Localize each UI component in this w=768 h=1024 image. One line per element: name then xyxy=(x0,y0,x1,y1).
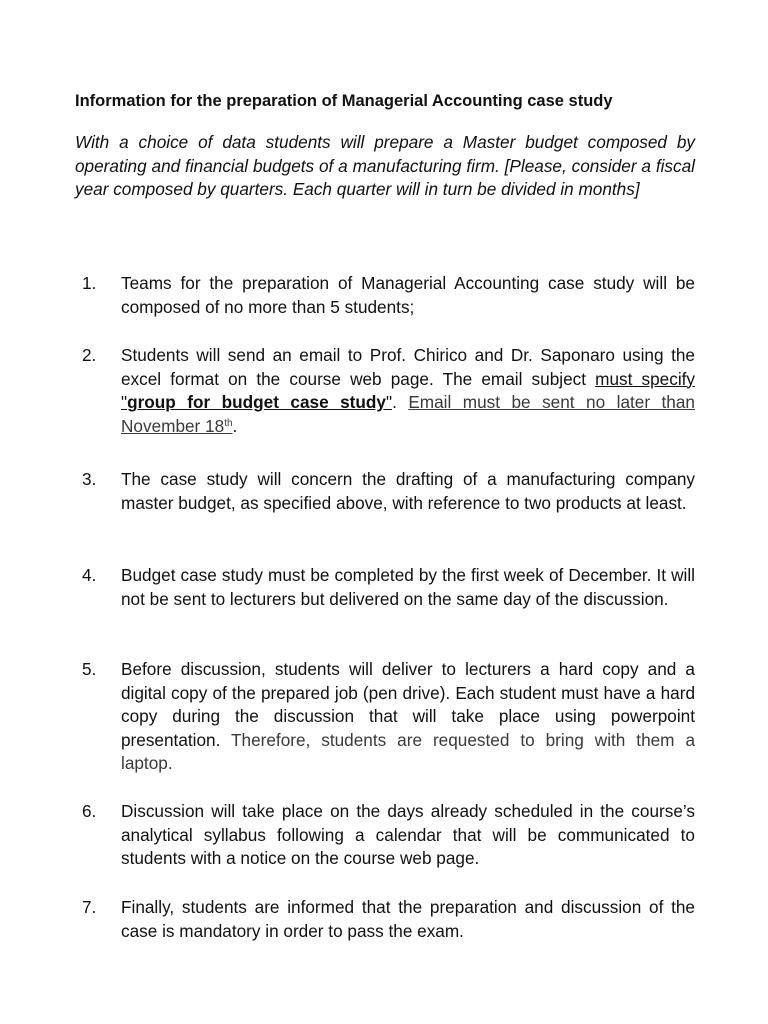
item-2-period: . xyxy=(392,392,409,413)
list-item-text xyxy=(121,344,695,438)
intro-paragraph: With a choice of data students will prepare a Master budget composed by operating and financial budgets of a manufacturing firm. [Please, consider a fiscal year composed by quarters. Each quarter will in turn be divided in months] xyxy=(75,132,695,199)
list-item-text: Finally, students are informed that the preparation and discussion of the case is mandatory in order to pass the exam. xyxy=(121,897,695,941)
list-item-text: Teams for the preparation of Managerial Accounting case study will be composed of no more than 5 students; xyxy=(121,273,695,317)
document-title: Information for the preparation of Managerial Accounting case study xyxy=(75,92,613,110)
item-5-text-b: Therefore, students are requested to bring with them a laptop. xyxy=(121,729,696,774)
item-2-text-a: Students will send an email to Prof. Chirico and Dr. Saponaro using the excel format on the course web page. The email subject xyxy=(121,345,695,389)
list-number: 7. xyxy=(82,897,97,917)
item-2-quote-close: " xyxy=(385,392,393,413)
list-number: 2. xyxy=(82,345,97,365)
list-number: 6. xyxy=(82,801,97,821)
list-item-text xyxy=(121,658,695,776)
list-item-text: The case study will concern the drafting of a manufacturing company master budget, as specified above, with reference to two products at least. xyxy=(121,469,695,513)
item-2-deadline-text: Email must be sent no later than November 18 xyxy=(121,392,695,436)
list-number: 5. xyxy=(82,659,97,679)
item-2-end-period: . xyxy=(232,415,238,436)
list-number: 4. xyxy=(82,565,97,585)
list-number: 3. xyxy=(82,469,97,489)
item-2-underlined-must-specify: must specify " xyxy=(121,368,696,413)
list-item-text: Discussion will take place on the days already scheduled in the course’s analytical syllabus following a calendar that will be communicated to students with a notice on the course web page. xyxy=(121,801,695,869)
item-5-text-a: Before discussion, students will deliver to lecturers a hard copy and a digital copy of the prepared job (pen drive). Each student must have a hard copy during the discussion that will take place using powerpoint presentation. xyxy=(121,659,695,750)
list-number: 1. xyxy=(82,273,97,293)
item-2-email-subject: group for budget case study xyxy=(127,392,386,413)
list-item-text: Budget case study must be completed by the first week of December. It will not be sent to lecturers but delivered on the same day of the discussion. xyxy=(121,565,695,609)
item-2-deadline-sup: th xyxy=(224,417,233,429)
